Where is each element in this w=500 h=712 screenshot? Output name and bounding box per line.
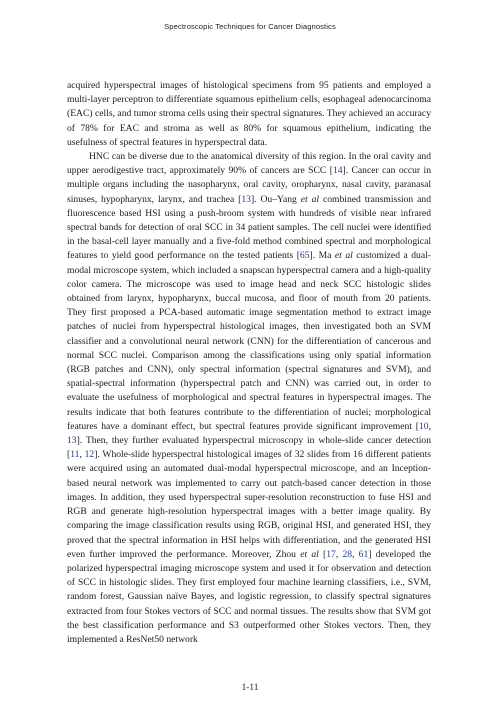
et-al-italic: et al bbox=[334, 250, 353, 262]
citation-separator: , bbox=[352, 548, 359, 560]
body-text bbox=[67, 79, 431, 647]
text-run: ]. Whole-slide hyperspectral histological images of 32 slides from 16 different patients were acquired using an automated dual-modal hyperspectral microscope, and an Inception-based neural network was implemented to carry out patch-based cancer detection in those images. In addition, they used hyperspectral super-resolution reconstruction to fuse HSI and RGB and generate high-resolution hyperspectral images with a better image quality. By comparing the image classification results using RGB, original HSI, and generated HSI, they proved that the spectral information in HSI helps with differentiation, and the generated HSI even further improved the performance. Moreover, Zhou bbox=[67, 449, 431, 560]
citation-link[interactable]: 28 bbox=[342, 548, 353, 560]
text-run: combined transmission and fluorescence based HSI using a push-broom system with hundreds of visible near infrared spectral bands for detection of oral SCC in 34 patient samples. The cell nuclei were identified in the basal-cell layer manually and a five-fold method combined spectral and morphological features to yield good performance on the tested patients [ bbox=[67, 193, 431, 262]
citation-link[interactable]: 10 bbox=[419, 420, 429, 432]
et-al-italic: et al bbox=[300, 193, 320, 205]
citation-link[interactable]: 61 bbox=[358, 548, 369, 560]
citation-link[interactable]: 65 bbox=[299, 250, 310, 262]
citation-separator: , bbox=[79, 449, 85, 461]
text-run: ]. Cancer can occur in multiple organs including the nasopharynx, oral cavity, oropharynx, nasal cavity, paranasal sinuses, hypopharynx, larynx, and trachea [ bbox=[67, 165, 431, 205]
text-run: customized a dual-modal microscope system, which included a snapscan hyperspectral camera and a high-quality color camera. The microscope was used to image head and neck SCC histologic slides obtained from larynx, hypopharynx, buccal mucosa, and floor of mouth from 20 patients. They first proposed a PCA-based automatic image segmentation method to extract image patches of nuclei from hyperspectral histological images, then investigated both an SVM classifier and a convolutional neural network (CNN) for the differentiation of cancerous and normal SCC nuclei. Comparison among the classifications using only spatial information (RGB patches and CNN), only spectral information (spectral signatures and SVM), and spatial-spectral information (hyperspectral patch and CNN) was carried out, in order to evaluate the usefulness of morphological and spectral features in hyperspectral images. The results indicate that both features contribute to the differentiation of nuclei; morphological features have a dominant effect, but spectral features provide significant improvement [ bbox=[67, 250, 431, 432]
citation-link[interactable]: 13 bbox=[241, 193, 251, 205]
running-title: Spectroscopic Techniques for Cancer Diagnostics bbox=[164, 22, 336, 31]
citation-separator: , bbox=[428, 420, 431, 432]
citation-link[interactable]: 11 bbox=[70, 449, 80, 461]
citation-link[interactable]: 17 bbox=[326, 548, 336, 560]
text-run: ]. Then, they further evaluated hyperspectral microscopy in whole-slide cancer detection [ bbox=[67, 435, 431, 461]
citation-link[interactable]: 14 bbox=[332, 165, 343, 177]
paragraph-continued: acquired hyperspectral images of histological specimens from 95 patients and employed a multi-layer perceptron to differentiate squamous epithelium cells, esophageal adenocarcinoma (EAC) cells, and tumor stroma cells using their spectral signatures. They achieved an accuracy of 78% for EAC and stroma as well as 80% for squamous epithelium, indicating the usefulness of spectral features in hyperspectral data. bbox=[67, 80, 431, 148]
text-run: ]. Ma bbox=[309, 250, 335, 262]
text-run: [ bbox=[318, 548, 327, 560]
page-number: 1-11 bbox=[241, 683, 259, 693]
text-run: HNC can be diverse due to the anatomical diversity of this region. In the oral cavity and upper aerodigestive tract, approximately 90% of cancers are SCC [ bbox=[67, 151, 431, 177]
citation-link[interactable]: 12 bbox=[84, 449, 95, 461]
text-run: ] developed the polarized hyperspectral imaging microscope system and used it for observation and detection of SCC in histologic slides. They first employed four machine learning classifiers, i.e., SVM, random forest, Gaussian naïve Bayes, and logistic regression, to classify spectral signatures extracted from four Stokes vectors of SCC and normal tissues. The results show that SVM got the best classification performance and S3 outperformed other Stokes vectors. Then, they implemented a ResNet50 network bbox=[67, 548, 432, 645]
paragraph-hnc bbox=[67, 150, 431, 647]
citation-link[interactable]: 13 bbox=[67, 435, 77, 447]
et-al-italic: et al bbox=[300, 548, 319, 560]
citation-separator: , bbox=[335, 548, 343, 560]
text-run: ]. Ou–Yang bbox=[250, 193, 301, 205]
